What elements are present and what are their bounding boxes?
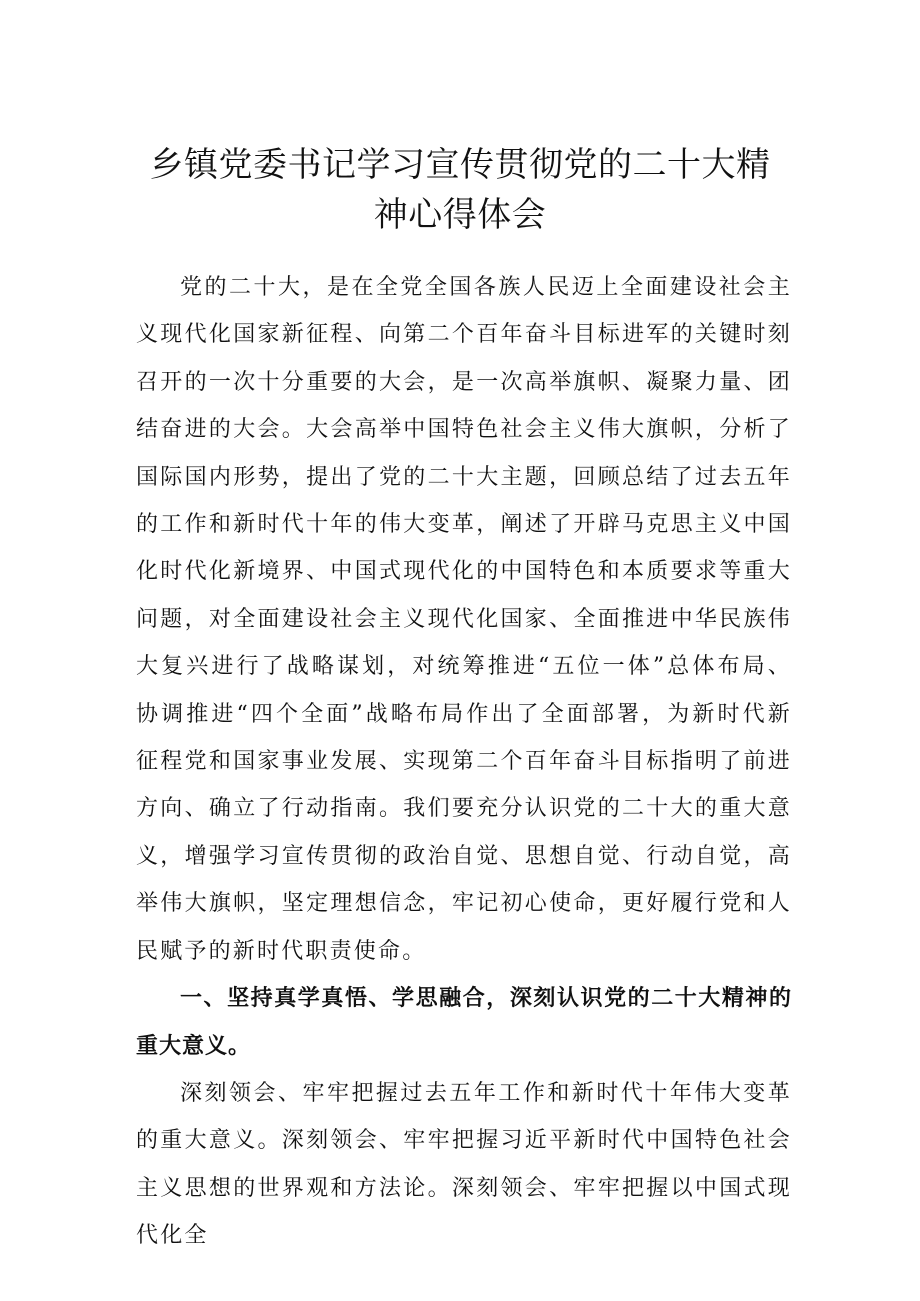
- paragraph-intro: 党的二十大，是在全党全国各族人民迈上全面建设社会主义现代化国家新征程、向第二个百年奋斗目标进军的关键时刻召开的一次十分重要的大会，是一次高举旗帜、凝聚力量、团结奋进的大会。大会高举中国特色社会主义伟大旗帜，分析了国际国内形势，提出了党的二十大主题，回顾总结了过去五年的工作和新时代十年的伟大变革，阐述了开辟马克思主义中国化时代化新境界、中国式现代化的中国特色和本质要求等重大问题，对全面建设社会主义现代化国家、全面推进中华民族伟大复兴进行了战略谋划，对统筹推进“五位一体”总体布局、协调推进“四个全面”战略布局作出了全面部署，为新时代新征程党和国家事业发展、实现第二个百年奋斗目标指明了前进方向、确立了行动指南。我们要充分认识党的二十大的重大意义，增强学习宣传贯彻的政治自觉、思想自觉、行动自觉，高举伟大旗帜，坚定理想信念，牢记初心使命，更好履行党和人民赋予的新时代职责使命。: [136, 275, 792, 964]
- document-body: [136, 264, 792, 1260]
- paragraph-section-1: 深刻领会、牢牢把握过去五年工作和新时代十年伟大变革的重大意义。深刻领会、牢牢把握习近平新时代中国特色社会主义思想的世界观和方法论。深刻领会、牢牢把握以中国式现代化全: [136, 1080, 792, 1249]
- title-line-2: 神心得体会: [373, 195, 547, 235]
- document-title: [110, 140, 810, 240]
- title-line-1: 乡镇党委书记学习宣传贯彻党的二十大精: [149, 145, 771, 185]
- section-heading-1: 一、坚持真学真悟、学思融合，深刻认识党的二十大精神的重大意义。: [136, 986, 792, 1059]
